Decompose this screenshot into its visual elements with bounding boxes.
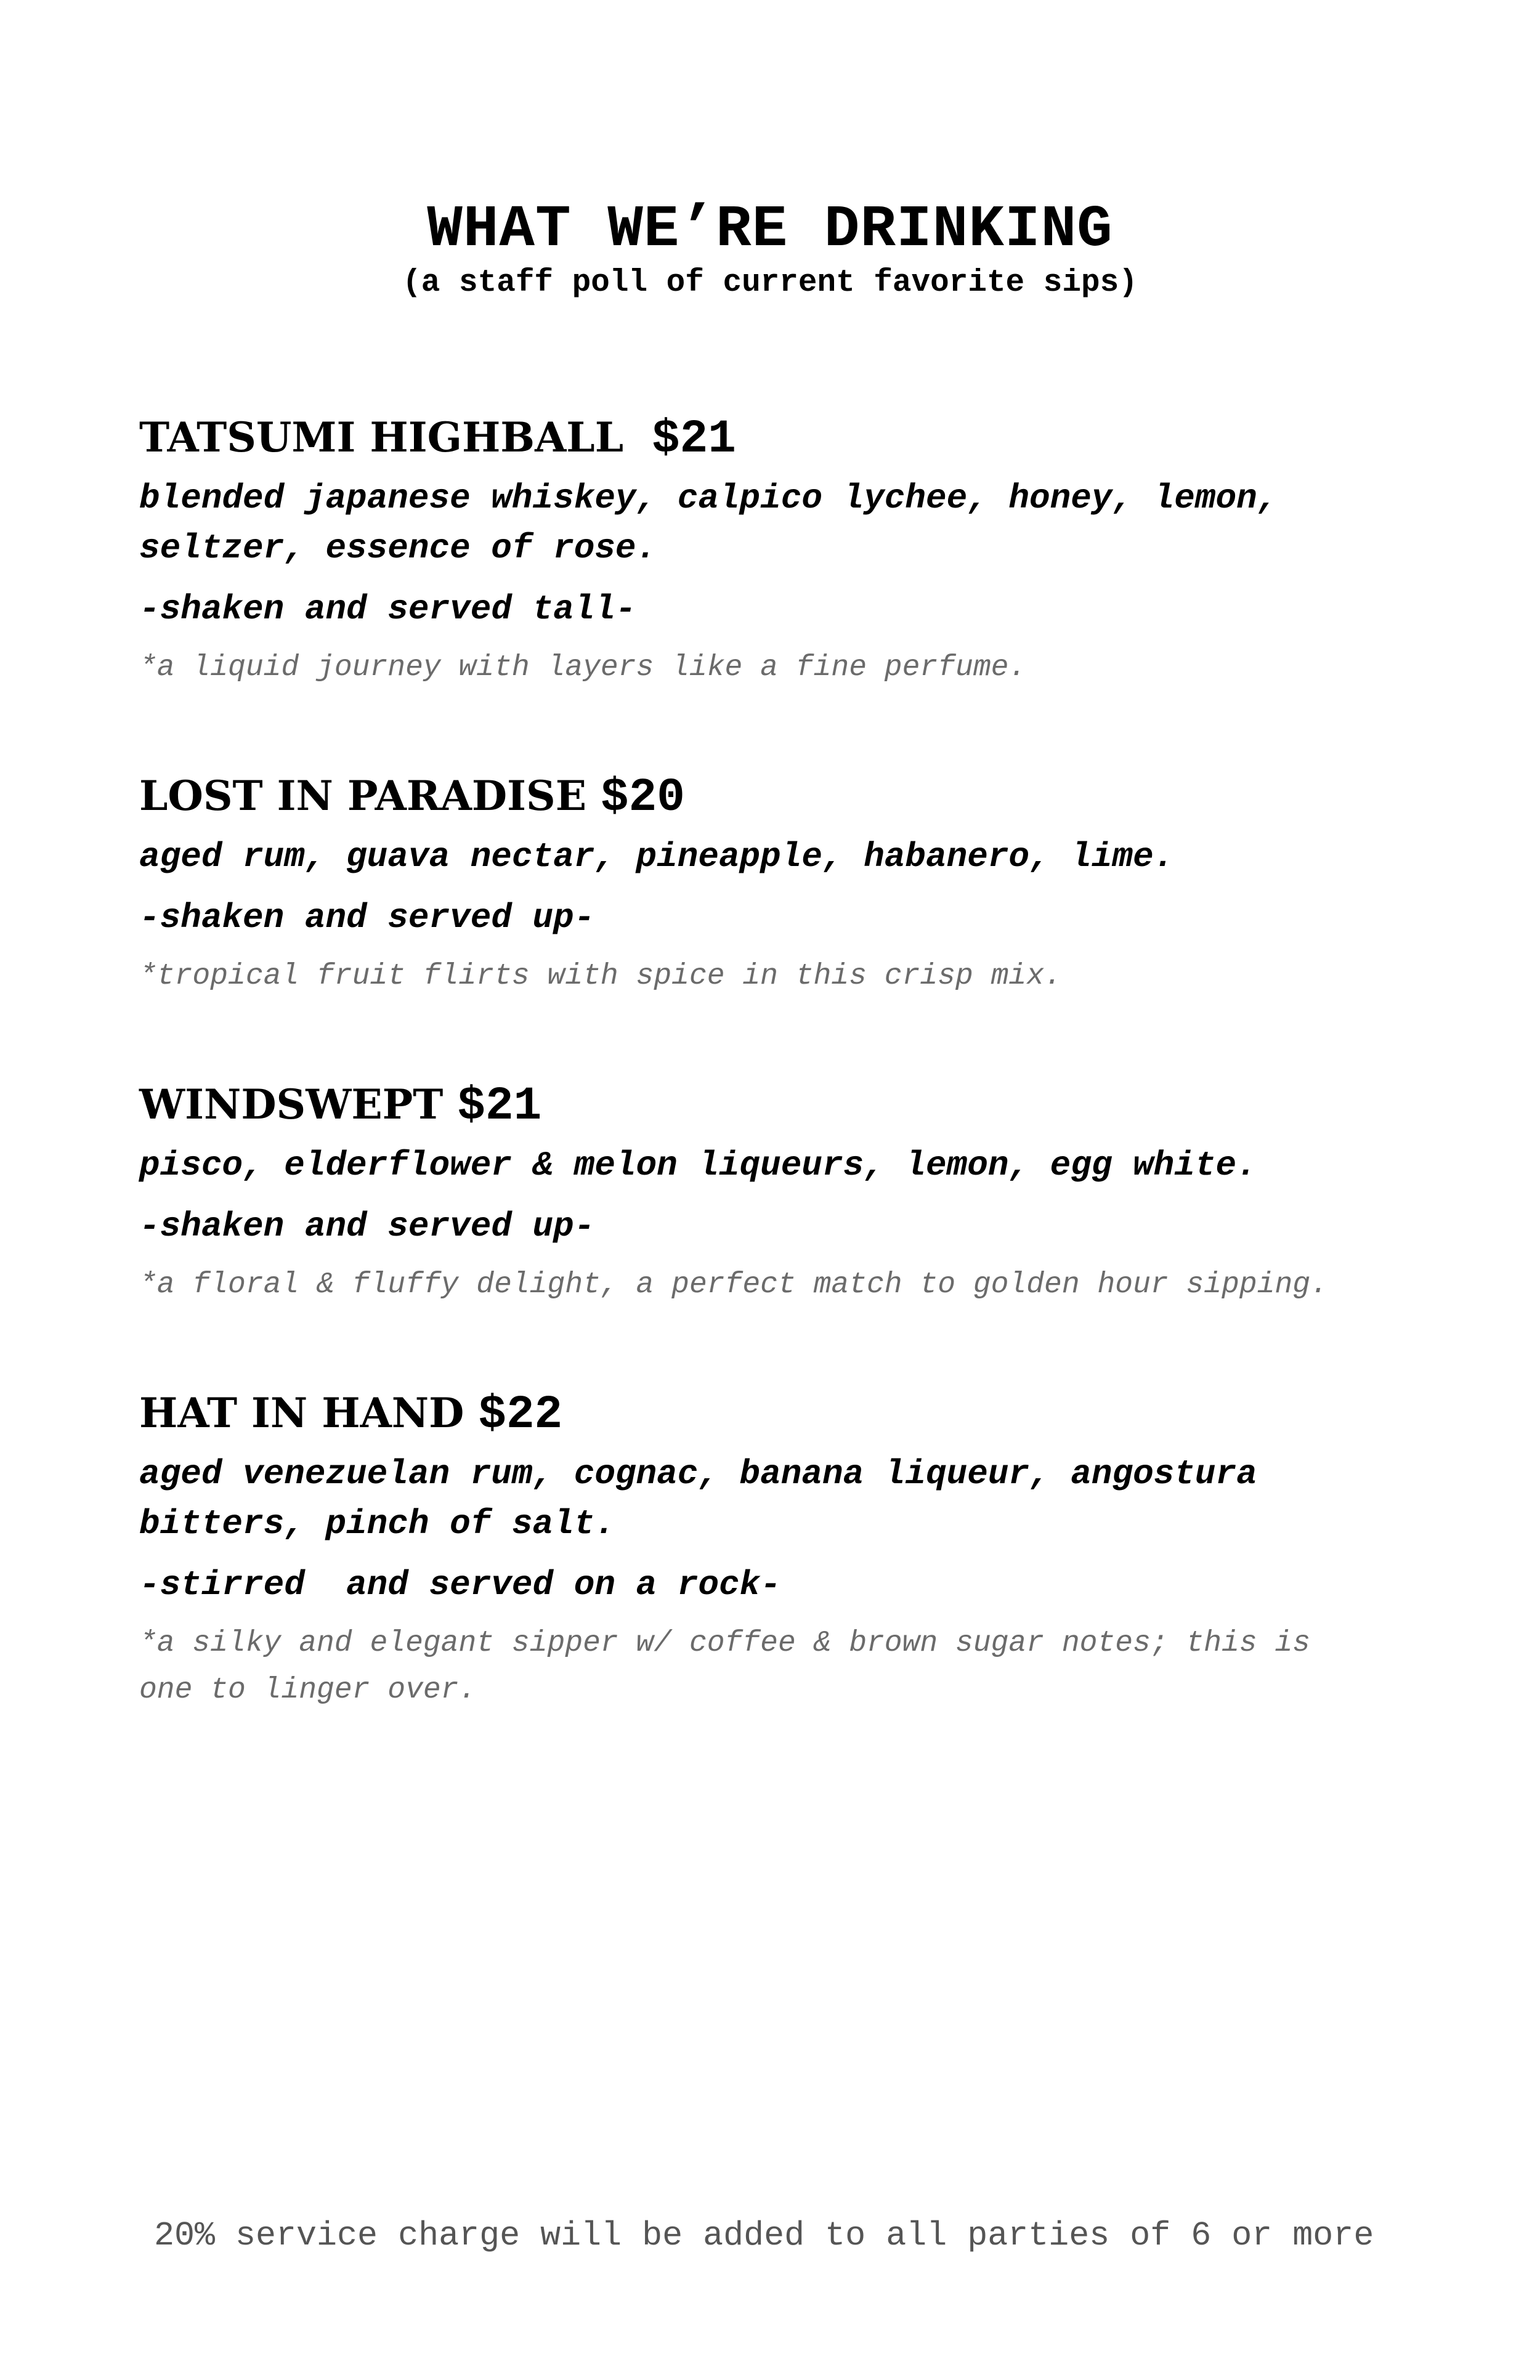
item-preparation: -shaken and served tall- <box>139 589 636 629</box>
menu-item-lost-in-paradise <box>139 770 1433 1000</box>
item-note: *a silky and elegant sipper w/ coffee & brown sugar notes; this is one to linger over. <box>139 1627 1311 1707</box>
item-preparation: -shaken and served up- <box>139 898 595 937</box>
item-title <box>139 1079 1433 1132</box>
menu-header <box>0 196 1540 302</box>
item-preparation: -stirred and served on a rock- <box>139 1565 781 1605</box>
page-title: WHAT WE’RE DRINKING <box>427 196 1113 263</box>
item-title <box>139 411 1433 465</box>
item-title <box>139 1387 1433 1441</box>
item-note: *tropical fruit flirts with spice in this crisp mix. <box>139 960 1062 993</box>
item-price: $21 <box>652 413 736 466</box>
menu-item-windswept <box>139 1079 1433 1308</box>
item-name: WINDSWEPT <box>139 1080 458 1128</box>
item-price: $21 <box>457 1080 542 1133</box>
item-description: pisco, elderflower & melon liqueurs, lemon, egg white. <box>139 1146 1257 1185</box>
item-note: *a liquid journey with layers like a fine perfume. <box>139 651 1027 684</box>
item-name: LOST IN PARADISE <box>139 772 601 820</box>
menu-item-hat-in-hand <box>139 1387 1433 1714</box>
item-price: $22 <box>478 1388 563 1441</box>
item-name: HAT IN HAND <box>139 1389 479 1437</box>
item-description: blended japanese whiskey, calpico lychee, honey, lemon, seltzer, essence of rose. <box>139 479 1278 568</box>
service-charge-notice: 20% service charge will be added to all parties of 6 or more <box>154 2216 1374 2255</box>
item-description: aged venezuelan rum, cognac, banana liqueur, angostura bitters, pinch of salt. <box>139 1454 1257 1544</box>
item-name: TATSUMI HIGHBALL <box>139 413 652 461</box>
menu-item-tatsumi-highball <box>139 411 1433 691</box>
item-preparation: -shaken and served up- <box>139 1207 595 1246</box>
item-description: aged rum, guava nectar, pineapple, habanero, lime. <box>139 837 1175 876</box>
item-price: $20 <box>600 771 685 824</box>
page-subtitle: (a staff poll of current favorite sips) <box>402 265 1138 301</box>
item-title <box>139 770 1433 824</box>
item-note: *a floral & fluffy delight, a perfect match to golden hour sipping. <box>139 1268 1328 1301</box>
